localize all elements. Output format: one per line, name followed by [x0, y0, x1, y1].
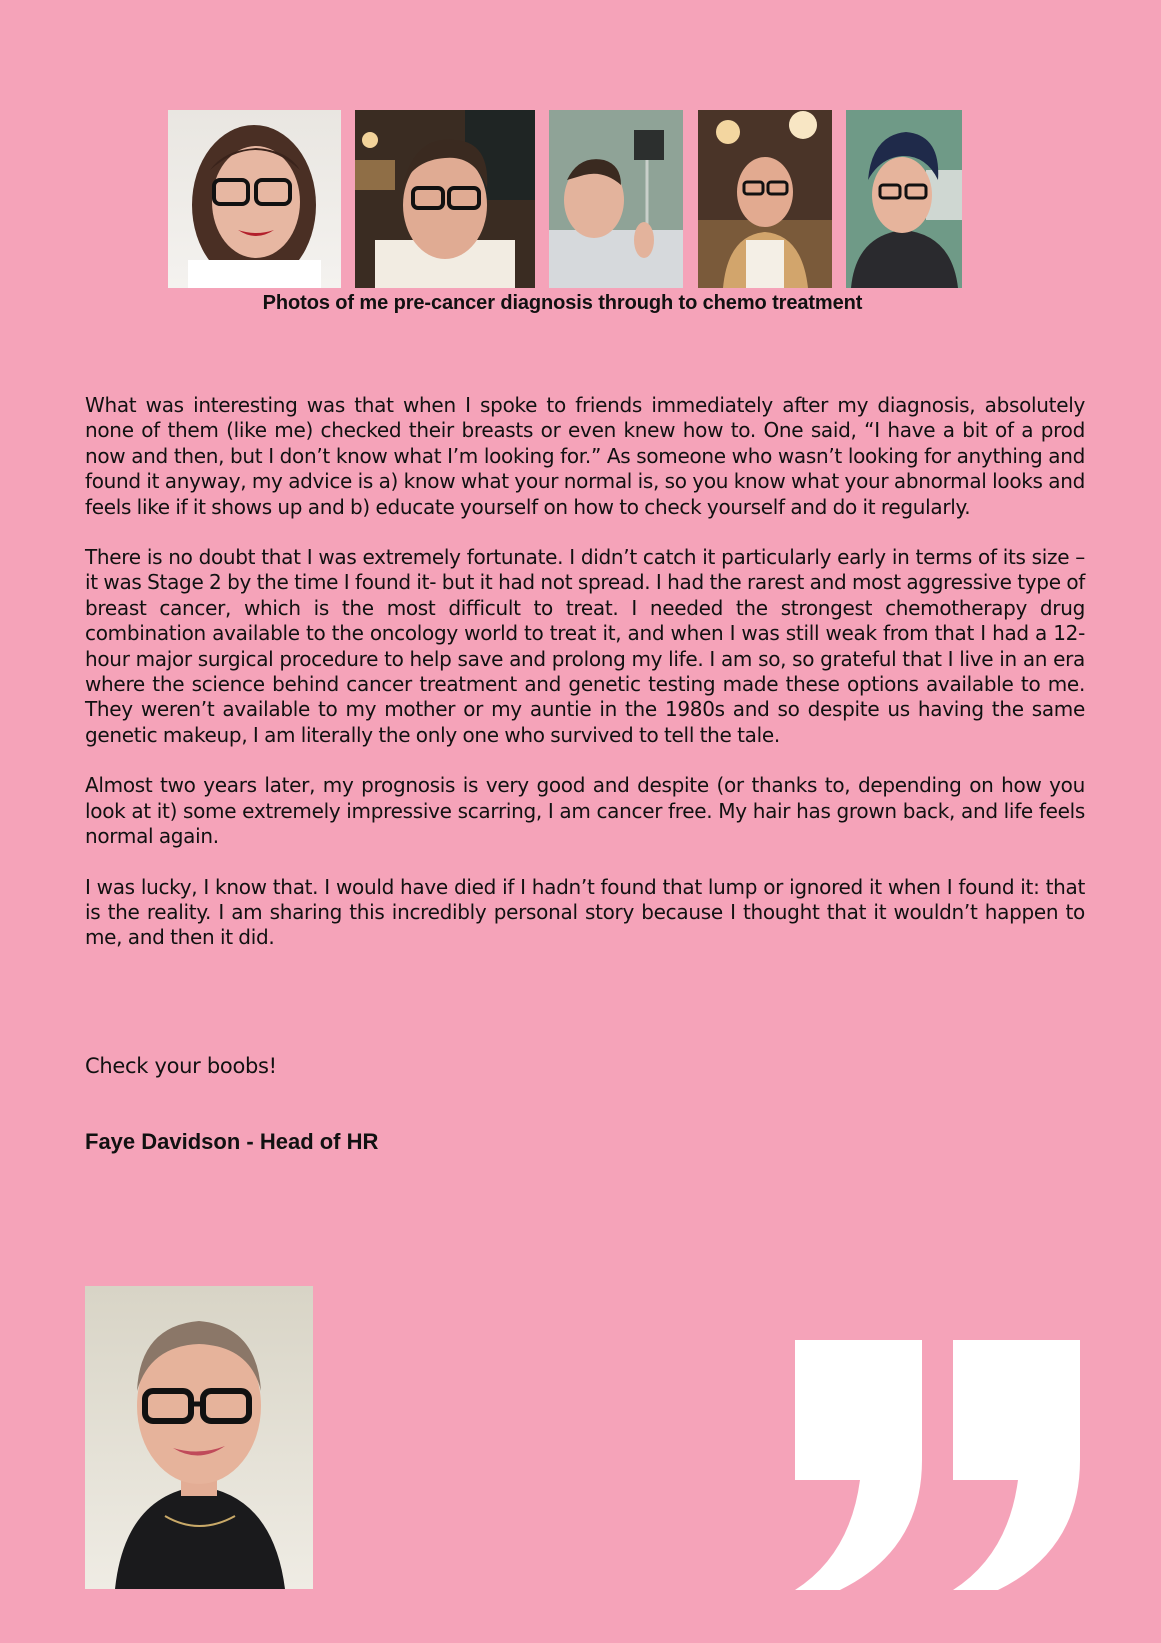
closing-quote-icon: [795, 1340, 1080, 1590]
closing-line: Check your boobs!: [85, 1054, 277, 1078]
author-portrait: [85, 1286, 313, 1589]
story-paragraph: What was interesting was that when I spoke to friends immediately after my diagnosis, absolutely none of them (like me) checked their breasts or even knew how to. One said, “I have a bit of a prod now and then, but I don’t know what I’m looking for.” As someone who wasn’t looking for anything and found it anyway, my advice is a) know what your normal is, so you know what your abnormal looks and feels like if it shows up and b) educate yourself on how to check yourself and do it regularly.: [85, 393, 1085, 519]
photo-bald-restaurant: [698, 110, 832, 288]
story-paragraph: I was lucky, I know that. I would have died if I hadn’t found that lump or ignored it when I found it: that is the reality. I am sharing this incredibly personal story because I thought that it wouldn’t happen to me, and then it did.: [85, 874, 1085, 950]
photo-hospital-bed: [549, 110, 683, 288]
story-body: [85, 393, 1085, 976]
photo-caption: Photos of me pre-cancer diagnosis through to chemo treatment: [262, 292, 863, 314]
story-paragraph: Almost two years later, my prognosis is very good and despite (or thanks to, depending on how you look at it) some extremely impressive scarring, I am cancer free. My hair has grown back, and life feels normal again.: [85, 773, 1085, 849]
photo-pre-diagnosis: [168, 110, 341, 288]
author-signature: Faye Davidson - Head of HR: [85, 1129, 379, 1154]
story-paragraph: There is no doubt that I was extremely fortunate. I didn’t catch it particularly early in terms of its size – it was Stage 2 by the time I found it- but it had not spread. I had the rarest and most aggressive type of breast cancer, which is the most difficult to treat. I needed the strongest chemotherapy drug combination available to the oncology world to treat it, and when I was still weak from that I had a 12-hour major surgical procedure to help save and prolong my life. I am so, so grateful that I live in an era where the science behind cancer treatment and genetic testing made these options available to me. They weren’t available to my mother or my auntie in the 1980s and so despite us having the same genetic makeup, I am literally the only one who survived to tell the tale.: [85, 545, 1085, 747]
photo-headscarf: [846, 110, 962, 288]
photo-restaurant: [355, 110, 535, 288]
